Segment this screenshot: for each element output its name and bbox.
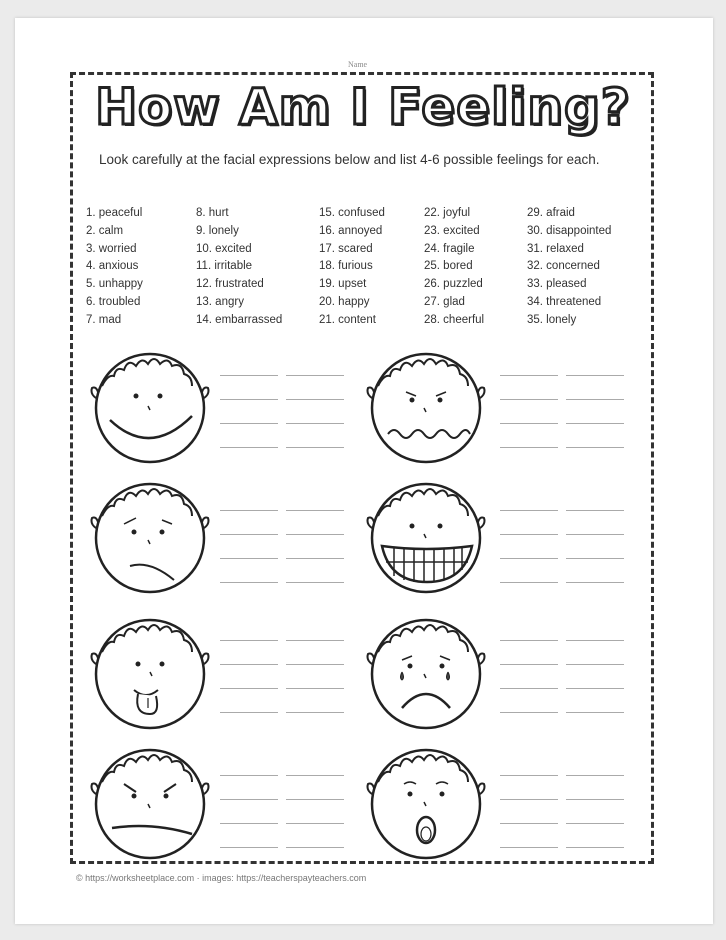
answer-line[interactable]	[220, 534, 278, 535]
answer-line[interactable]	[500, 712, 558, 713]
answer-line[interactable]	[220, 640, 278, 641]
feeling-word: 34. threatened	[527, 295, 602, 308]
answer-line[interactable]	[566, 423, 624, 424]
feeling-word: 29. afraid	[527, 207, 575, 219]
answer-line[interactable]	[286, 375, 344, 376]
feeling-word: 16. annoyed	[319, 224, 383, 237]
worried-face-icon	[362, 352, 492, 464]
answer-line[interactable]	[566, 510, 624, 511]
answer-line[interactable]	[286, 712, 344, 713]
answer-line[interactable]	[566, 534, 624, 535]
smiling-face-icon	[88, 352, 218, 464]
feeling-word: 25. bored	[424, 260, 473, 273]
grinning-face-icon	[362, 482, 492, 594]
answer-line[interactable]	[500, 847, 558, 848]
feeling-word: 10. excited	[196, 242, 252, 255]
answer-line[interactable]	[566, 712, 624, 713]
answer-line[interactable]	[220, 558, 278, 559]
answer-line[interactable]	[500, 534, 558, 535]
unhappy-face-icon	[88, 482, 218, 594]
silly-face-icon	[88, 618, 218, 730]
answer-line[interactable]	[566, 447, 624, 448]
word-column	[86, 207, 143, 332]
answer-line[interactable]	[220, 823, 278, 824]
feeling-word: 1. peaceful	[86, 207, 143, 219]
word-column	[319, 207, 385, 332]
feeling-word: 13. angry	[196, 295, 244, 308]
answer-line[interactable]	[220, 712, 278, 713]
answer-line[interactable]	[566, 399, 624, 400]
answer-line[interactable]	[286, 664, 344, 665]
word-column	[196, 207, 282, 332]
feeling-word: 4. anxious	[86, 260, 139, 273]
answer-line[interactable]	[220, 510, 278, 511]
answer-line[interactable]	[286, 823, 344, 824]
answer-line[interactable]	[286, 799, 344, 800]
answer-line[interactable]	[220, 582, 278, 583]
answer-line[interactable]	[286, 423, 344, 424]
answer-line[interactable]	[566, 375, 624, 376]
word-column	[424, 207, 484, 332]
feeling-word: 6. troubled	[86, 295, 141, 308]
feeling-word: 23. excited	[424, 224, 480, 237]
answer-line[interactable]	[286, 534, 344, 535]
answer-line[interactable]	[566, 582, 624, 583]
feeling-word: 33. pleased	[527, 278, 587, 291]
feeling-word: 31. relaxed	[527, 242, 584, 255]
feeling-word: 24. fragile	[424, 242, 475, 255]
answer-line[interactable]	[500, 799, 558, 800]
feeling-word: 2. calm	[86, 224, 124, 237]
angry-face-icon	[88, 748, 218, 860]
feeling-word: 9. lonely	[196, 224, 239, 237]
feeling-word: 19. upset	[319, 278, 367, 291]
answer-line[interactable]	[220, 664, 278, 665]
answer-line[interactable]	[566, 799, 624, 800]
answer-line[interactable]	[566, 558, 624, 559]
answer-line[interactable]	[500, 375, 558, 376]
answer-line[interactable]	[220, 423, 278, 424]
answer-line[interactable]	[500, 447, 558, 448]
feeling-word: 12. frustrated	[196, 278, 264, 291]
answer-line[interactable]	[220, 399, 278, 400]
surprised-face-icon	[362, 748, 492, 860]
dashed-border	[70, 72, 654, 864]
crying-face-icon	[362, 618, 492, 730]
feeling-word: 26. puzzled	[424, 278, 483, 291]
answer-line[interactable]	[220, 375, 278, 376]
feeling-word: 20. happy	[319, 295, 370, 308]
answer-line[interactable]	[500, 775, 558, 776]
footer-credit: © https://worksheetplace.com · images: https://teacherspayteachers.com	[76, 873, 367, 883]
name-label: Name	[348, 60, 368, 69]
answer-line[interactable]	[500, 582, 558, 583]
feeling-word: 7. mad	[86, 313, 122, 326]
feeling-word: 35. lonely	[527, 313, 577, 326]
answer-line[interactable]	[286, 640, 344, 641]
answer-line[interactable]	[220, 799, 278, 800]
answer-line[interactable]	[566, 664, 624, 665]
answer-line[interactable]	[286, 510, 344, 511]
answer-line[interactable]	[500, 510, 558, 511]
answer-line[interactable]	[566, 640, 624, 641]
answer-line[interactable]	[500, 823, 558, 824]
feeling-word: 8. hurt	[196, 207, 229, 219]
feeling-word: 3. worried	[86, 242, 137, 255]
answer-line[interactable]	[500, 664, 558, 665]
answer-line[interactable]	[500, 640, 558, 641]
feeling-word: 27. glad	[424, 295, 465, 308]
answer-line[interactable]	[220, 847, 278, 848]
answer-line[interactable]	[286, 558, 344, 559]
answer-line[interactable]	[220, 447, 278, 448]
page-title: How Am I Feeling?	[95, 78, 631, 136]
answer-line[interactable]	[500, 688, 558, 689]
answer-line[interactable]	[566, 847, 624, 848]
feeling-word: 22. joyful	[424, 207, 471, 219]
feeling-word: 15. confused	[319, 207, 385, 219]
answer-line[interactable]	[566, 688, 624, 689]
answer-line[interactable]	[286, 688, 344, 689]
feeling-word: 5. unhappy	[86, 278, 143, 291]
answer-line[interactable]	[566, 823, 624, 824]
answer-line[interactable]	[286, 847, 344, 848]
answer-line[interactable]	[500, 558, 558, 559]
answer-line[interactable]	[286, 582, 344, 583]
feeling-word: 28. cheerful	[424, 313, 485, 326]
answer-line[interactable]	[286, 447, 344, 448]
instructions: Look carefully at the facial expressions below and list 4-6 possible feelings for each.	[99, 152, 600, 167]
feeling-word: 21. content	[319, 313, 376, 326]
answer-line[interactable]	[220, 688, 278, 689]
answer-line[interactable]	[500, 399, 558, 400]
answer-line[interactable]	[500, 423, 558, 424]
feeling-word: 30. disappointed	[527, 224, 612, 237]
answer-line[interactable]	[286, 399, 344, 400]
feeling-word: 32. concerned	[527, 260, 600, 273]
answer-line[interactable]	[566, 775, 624, 776]
answer-line[interactable]	[286, 775, 344, 776]
word-column	[527, 207, 611, 332]
feeling-word: 14. embarrassed	[196, 313, 283, 326]
feeling-word: 11. irritable	[196, 260, 253, 273]
feeling-word: 18. furious	[319, 260, 373, 273]
feeling-word: 17. scared	[319, 242, 373, 255]
answer-line[interactable]	[220, 775, 278, 776]
